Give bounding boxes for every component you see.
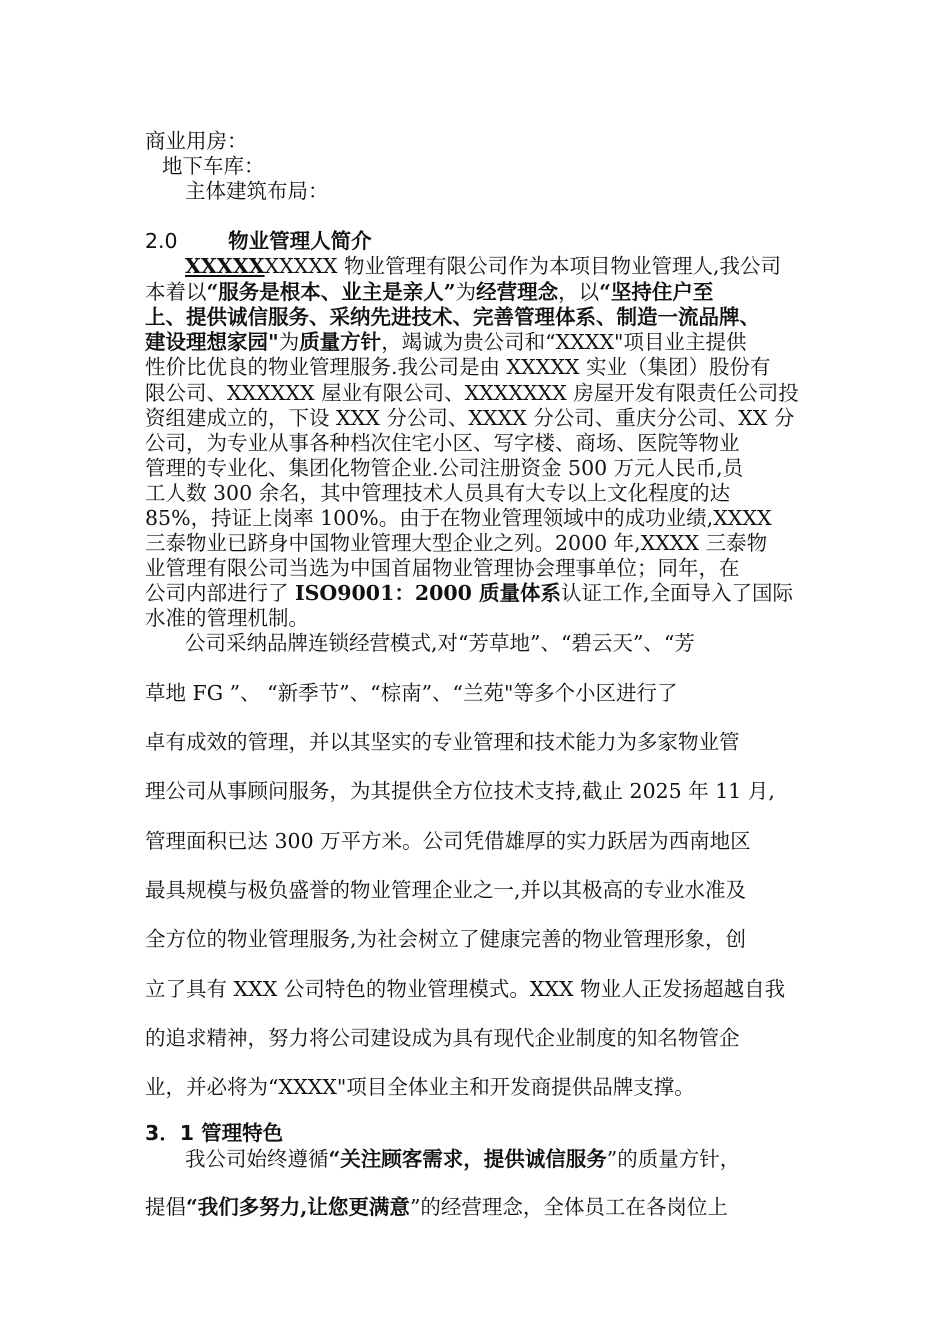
business-concept-quote-bold: “我们多努力,让您更满意	[186, 1195, 410, 1219]
quality-policy-label-bold: 质量方针	[299, 330, 382, 354]
paragraph-2-line-5: 管理面积已达 300 万平方米。公司凭借雄厚的实力跃居为西南地区	[145, 829, 751, 853]
paragraph-1-line-6: 限公司、XXXXXX 屋业有限公司、XXXXXXX 房屋开发有限责任公司投	[145, 381, 799, 405]
text-run: 提倡	[145, 1195, 186, 1219]
text-run: XXXXX 物业管理有限公司作为本项目物业管理人,我公司	[264, 254, 782, 278]
paragraph-1-line-2	[145, 279, 713, 305]
paragraph-2-line-10: 业，并必将为“XXXX"项目全体业主和开发商提供品牌支撑。	[145, 1075, 695, 1099]
commercial-housing-label: 商业用房：	[145, 129, 248, 153]
text-run: 我公司始终遵循	[185, 1147, 329, 1171]
paragraph-2-line-9: 的追求精神，努力将公司建设成为具有现代企业制度的知名物管企	[145, 1026, 740, 1050]
paragraph-1-line-5: 性价比优良的物业管理服务.我公司是由 XXXXX 实业（集团）股份有	[145, 355, 771, 379]
text-run: 认证工作,全面导入了国际	[561, 581, 794, 605]
paragraph-1-line-8: 公司，为专业从事各种档次住宅小区、写字楼、商场、医院等物业	[145, 431, 740, 455]
paragraph-1-line-13: 业管理有限公司当选为中国首届物业管理协会理事单位；同年，在	[145, 556, 740, 580]
paragraph-1-line-7: 资组建成立的，下设 XXX 分公司、XXXX 分公司、重庆分公司、XX 分	[145, 406, 795, 430]
paragraph-1-line-11: 85%，持证上岗率 100%。由于在物业管理领域中的成功业绩,XXXX	[145, 506, 772, 530]
section-2-number: 2.0	[145, 229, 178, 253]
company-name-underlined: XXXXX	[185, 254, 265, 278]
paragraph-3-line-2	[145, 1194, 728, 1220]
business-concept-bold: 经营理念	[476, 280, 559, 304]
paragraph-1-line-3: 上、提供诚信服务、采纳先进技术、完善管理体系、制造一流品牌、	[145, 305, 760, 329]
underground-garage-label: 地下车库：	[162, 154, 265, 178]
quality-policy-start-bold: “坚持住户至	[599, 280, 714, 304]
paragraph-2-line-2: 草地 FG ”、 “新季节”、“棕南”、“兰苑"等多个小区进行了	[145, 681, 678, 705]
paragraph-2-line-1: 公司采纳品牌连锁经营模式,对“芳草地”、“碧云天”、“芳	[185, 631, 695, 655]
paragraph-1-line-12: 三泰物业已跻身中国物业管理大型企业之列。2000 年,XXXX 三泰物	[145, 531, 768, 555]
section-2-title: 物业管理人简介	[228, 229, 372, 253]
text-run: ，以	[558, 280, 600, 304]
motto-bold: “服务是根本、业主是亲人”	[206, 280, 456, 304]
paragraph-1-line-15: 水准的管理机制。	[145, 606, 309, 630]
section-3-heading: 3．1 管理特色	[145, 1121, 284, 1145]
text-run: 公司内部进行了	[145, 581, 296, 605]
paragraph-1-line-1	[185, 253, 781, 279]
text-run: 为	[278, 330, 300, 354]
paragraph-3-line-1	[185, 1146, 740, 1172]
text-run: ”的质量方针，	[606, 1147, 741, 1171]
paragraph-2-line-4: 理公司从事顾问服务，为其提供全方位技术支持,截止 2025 年 11 月,	[145, 779, 775, 803]
paragraph-2-line-8: 立了具有 XXX 公司特色的物业管理模式。XXX 物业人正发扬超越自我	[145, 977, 786, 1001]
paragraph-1-line-9: 管理的专业化、集团化物管企业.公司注册资金 500 万元人民币,员	[145, 456, 744, 480]
text-run: ，竭诚为贵公司和“XXXX"项目业主提供	[381, 330, 747, 354]
text-run: ”的经营理念，全体员工在各岗位上	[409, 1195, 728, 1219]
paragraph-1-line-14	[145, 580, 793, 606]
text-run: 本着以	[145, 280, 207, 304]
quality-policy-end-bold: 建设理想家园"	[145, 330, 279, 354]
section-2-heading	[145, 228, 372, 254]
text-run: 为	[455, 280, 477, 304]
paragraph-2-line-3: 卓有成效的管理，并以其坚实的专业管理和技术能力为多家物业管	[145, 730, 740, 754]
main-building-layout-label: 主体建筑布局：	[185, 179, 329, 203]
iso-certification-bold: ISO9001：2000 质量体系	[295, 581, 562, 605]
paragraph-1-line-4	[145, 329, 746, 355]
quality-policy-quote-bold: “关注顾客需求，提供诚信服务	[328, 1147, 607, 1171]
paragraph-2-line-7: 全方位的物业管理服务,为社会树立了健康完善的物业管理形象，创	[145, 927, 747, 951]
paragraph-1-line-10: 工人数 300 余名，其中管理技术人员具有大专以上文化程度的达	[145, 481, 731, 505]
paragraph-2-line-6: 最具规模与极负盛誉的物业管理企业之一,并以其极高的专业水准及	[145, 878, 747, 902]
